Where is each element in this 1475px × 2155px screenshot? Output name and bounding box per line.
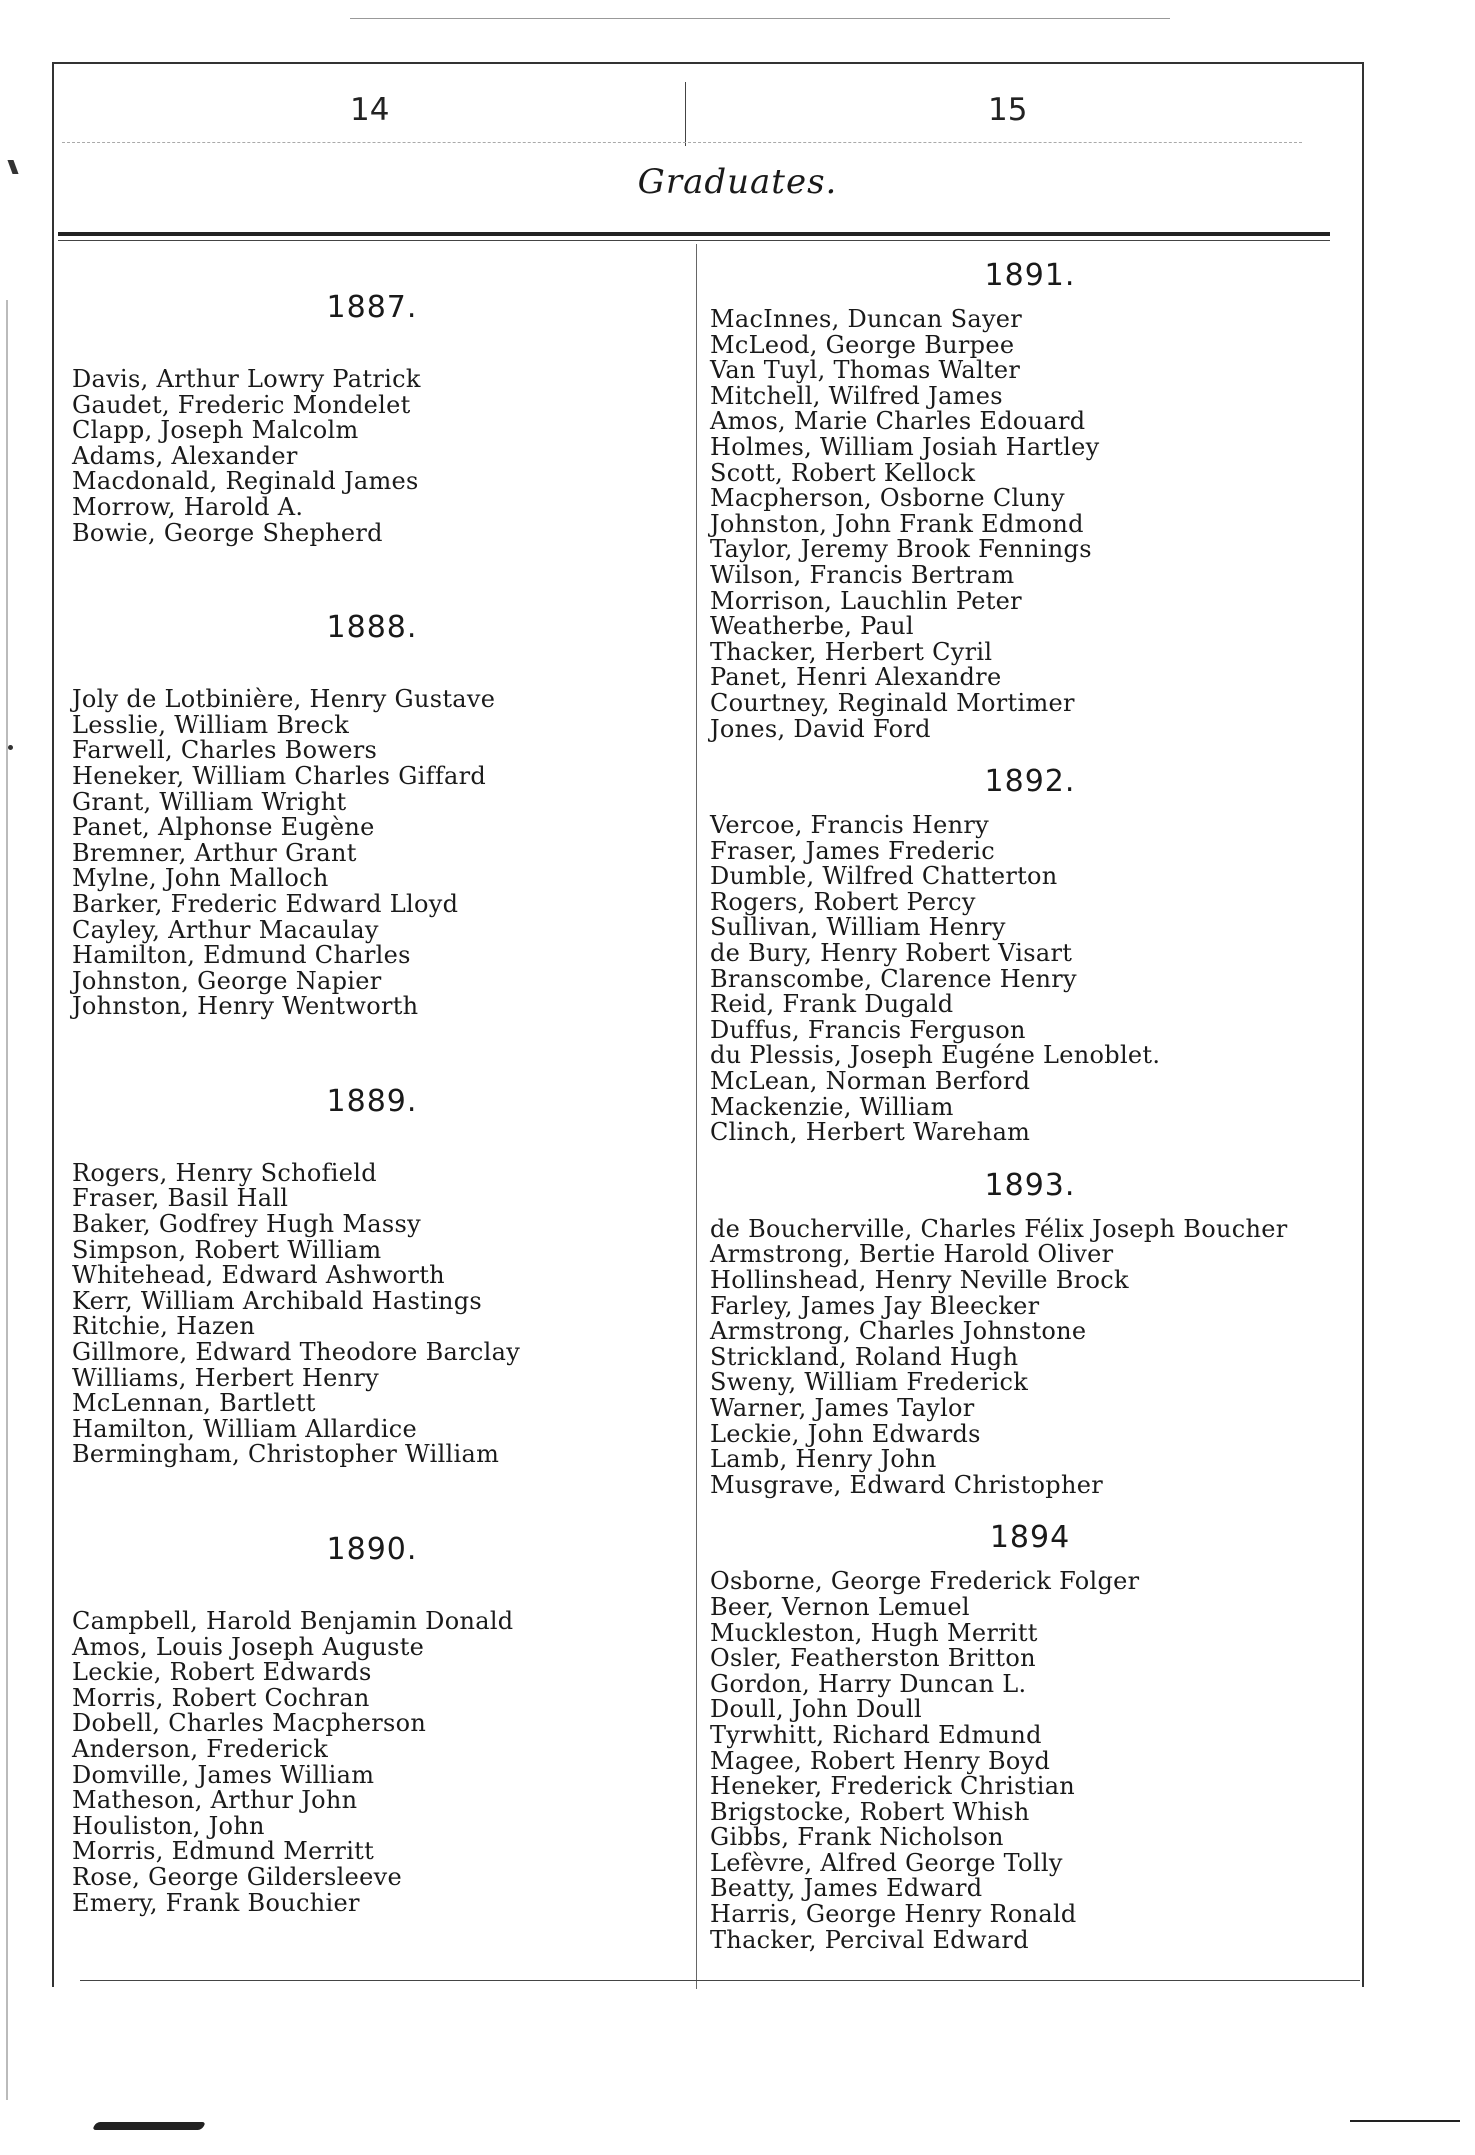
year-section: [710, 1520, 1350, 1953]
graduate-name: Strickland, Roland Hugh: [710, 1342, 1019, 1371]
year-heading: 1890.: [326, 1532, 418, 1567]
right-column: [710, 258, 1350, 1975]
graduate-name: Rogers, Robert Percy: [710, 887, 976, 916]
graduate-name: Wilson, Francis Bertram: [710, 560, 1015, 589]
graduate-name: Gibbs, Frank Nicholson: [710, 1823, 1004, 1852]
graduate-name: Bermingham, Christopher William: [72, 1440, 500, 1469]
graduate-name: Branscombe, Clarence Henry: [710, 964, 1077, 993]
graduate-name: Rogers, Henry Schofield: [72, 1158, 377, 1187]
graduate-name: Morris, Edmund Merritt: [72, 1837, 375, 1866]
graduate-name: Kerr, William Archibald Hastings: [72, 1286, 483, 1315]
margin-mark: [8, 745, 13, 750]
graduate-name: Houliston, John: [72, 1811, 265, 1840]
graduate-name: Panet, Alphonse Eugène: [72, 813, 375, 842]
graduate-name: Rose, George Gildersleeve: [72, 1862, 403, 1891]
year-section: [72, 1084, 672, 1468]
graduate-name: Morrow, Harold A.: [72, 492, 304, 521]
graduate-name: Cayley, Arthur Macaulay: [72, 915, 379, 944]
graduate-name: Joly de Lotbinière, Henry Gustave: [72, 685, 496, 714]
graduate-name: Thacker, Percival Edward: [710, 1925, 1029, 1954]
graduate-name: Whitehead, Edward Ashworth: [72, 1261, 445, 1290]
year-heading: 1887.: [326, 290, 418, 325]
graduate-list: [72, 687, 672, 1020]
graduate-name: Dobell, Charles Macpherson: [72, 1709, 427, 1738]
graduate-name: de Bury, Henry Robert Visart: [710, 939, 1073, 968]
year-section: [710, 764, 1350, 1146]
graduate-name: Campbell, Harold Benjamin Donald: [72, 1607, 514, 1635]
graduate-name: Magee, Robert Henry Boyd: [710, 1746, 1051, 1775]
graduate-name: Amos, Marie Charles Edouard: [710, 407, 1086, 436]
graduate-name: Johnston, John Frank Edmond: [710, 509, 1084, 538]
graduate-name: Simpson, Robert William: [72, 1235, 382, 1264]
graduate-name: Holmes, William Josiah Hartley: [710, 432, 1100, 461]
graduate-name: Weatherbe, Paul: [710, 612, 914, 641]
graduate-name: Emery, Frank Bouchier: [72, 1888, 360, 1917]
year-section: [72, 610, 672, 1020]
heading-thick-rule: [58, 232, 1330, 236]
graduate-name: Morrison, Lauchlin Peter: [710, 586, 1022, 615]
graduate-name: Amos, Louis Joseph Auguste: [72, 1632, 425, 1661]
graduate-name: Brigstocke, Robert Whish: [710, 1797, 1030, 1826]
graduate-name: Scott, Robert Kellock: [710, 458, 976, 487]
graduate-name: Grant, William Wright: [72, 787, 347, 816]
graduate-name: Courtney, Reginald Mortimer: [710, 688, 1075, 717]
graduate-name: Mylne, John Malloch: [72, 864, 329, 893]
graduate-name: Bowie, George Shepherd: [72, 518, 383, 547]
year-heading: 1888.: [326, 610, 418, 646]
graduate-name: Fraser, Basil Hall: [72, 1184, 289, 1213]
graduate-name: Macdonald, Reginald James: [72, 467, 419, 496]
graduate-name: Dumble, Wilfred Chatterton: [710, 862, 1058, 891]
graduate-name: Musgrave, Edward Christopher: [710, 1470, 1103, 1499]
graduate-name: Mitchell, Wilfred James: [710, 381, 1003, 410]
graduate-name: McLean, Norman Berford: [710, 1067, 1031, 1096]
graduate-name: Warner, James Taylor: [710, 1393, 975, 1422]
year-section: [710, 1168, 1350, 1499]
graduate-name: Vercoe, Francis Henry: [710, 811, 990, 840]
graduate-name: Farley, James Jay Bleecker: [710, 1291, 1040, 1320]
graduate-name: Hollinshead, Henry Neville Brock: [710, 1266, 1129, 1294]
graduate-name: de Boucherville, Charles Félix Joseph Boucher: [710, 1214, 1288, 1243]
graduate-name: Thacker, Herbert Cyril: [710, 637, 993, 666]
page-number-left: 14: [350, 92, 390, 128]
graduate-name: Leckie, John Edwards: [710, 1419, 981, 1448]
graduate-name: Osler, Featherston Britton: [710, 1644, 1036, 1673]
graduate-name: Adams, Alexander: [72, 441, 298, 470]
page-number-right: 15: [988, 92, 1028, 128]
graduate-name: Macpherson, Osborne Cluny: [710, 484, 1065, 513]
graduate-name: Panet, Henri Alexandre: [710, 663, 1002, 692]
graduate-name: du Plessis, Joseph Eugéne Lenoblet.: [710, 1041, 1161, 1070]
heading-thin-rule: [58, 240, 1330, 241]
graduate-name: Davis, Arthur Lowry Patrick: [72, 365, 421, 393]
graduate-name: Hamilton, William Allardice: [72, 1414, 418, 1443]
graduate-name: Leckie, Robert Edwards: [72, 1658, 372, 1687]
graduate-name: Gillmore, Edward Theodore Barclay: [72, 1338, 521, 1367]
graduate-name: Van Tuyl, Thomas Walter: [710, 356, 1021, 385]
graduate-name: Barker, Frederic Edward Lloyd: [72, 889, 459, 918]
graduate-name: Tyrwhitt, Richard Edmund: [710, 1720, 1042, 1749]
year-heading: 1894: [989, 1520, 1071, 1556]
graduate-name: Bremner, Arthur Grant: [72, 838, 357, 867]
bottom-rule: [80, 1980, 1360, 1981]
margin-mark: [6, 300, 8, 2100]
graduate-name: McLeod, George Burpee: [710, 330, 1015, 359]
graduate-name: Mackenzie, William: [710, 1092, 954, 1121]
graduate-name: Lefèvre, Alfred George Tolly: [710, 1848, 1063, 1877]
column-divider: [696, 244, 697, 1989]
graduate-name: Williams, Herbert Henry: [72, 1363, 380, 1392]
graduate-name: Reid, Frank Dugald: [710, 990, 954, 1019]
year-heading: 1892.: [984, 764, 1076, 800]
graduate-name: Harris, George Henry Ronald: [710, 1900, 1077, 1929]
graduate-list: [72, 1609, 672, 1916]
graduate-name: Domville, James William: [72, 1760, 375, 1789]
graduate-name: Baker, Godfrey Hugh Massy: [72, 1210, 421, 1239]
graduate-list: [710, 813, 1350, 1146]
graduate-name: Johnston, Henry Wentworth: [72, 992, 419, 1021]
year-heading: 1893.: [984, 1167, 1076, 1203]
graduate-name: Beer, Vernon Lemuel: [710, 1592, 970, 1621]
year-heading: 1889.: [326, 1083, 418, 1119]
graduate-list: [72, 1158, 672, 1469]
graduate-name: Lamb, Henry John: [710, 1445, 937, 1474]
graduate-name: Clinch, Herbert Wareham: [710, 1118, 1031, 1147]
graduate-name: Morris, Robert Cochran: [72, 1683, 370, 1712]
scan-mark: [1350, 2120, 1460, 2122]
graduate-name: Johnston, George Napier: [72, 966, 382, 995]
graduate-list: [72, 367, 672, 546]
graduate-name: Ritchie, Hazen: [72, 1312, 256, 1341]
graduate-name: Beatty, James Edward: [710, 1874, 983, 1903]
graduate-name: Taylor, Jeremy Brook Fennings: [710, 535, 1092, 564]
graduate-name: Armstrong, Bertie Harold Oliver: [710, 1240, 1114, 1269]
graduate-name: Doull, John Doull: [710, 1695, 922, 1724]
year-section: [710, 258, 1350, 742]
year-section: [72, 1532, 672, 1916]
dashed-rule: [62, 142, 1302, 143]
graduate-name: Muckleston, Hugh Merritt: [710, 1618, 1038, 1647]
left-column: [72, 290, 672, 1980]
year-heading: 1891.: [984, 258, 1076, 293]
graduate-list: [710, 1214, 1350, 1499]
graduate-name: Sullivan, William Henry: [710, 913, 1006, 942]
page-number-divider: [685, 82, 686, 146]
graduate-list: [710, 1569, 1350, 1953]
graduate-name: MacInnes, Duncan Sayer: [710, 305, 1023, 333]
graduate-name: Gaudet, Frederic Mondelet: [72, 390, 411, 419]
graduate-name: Jones, David Ford: [710, 714, 931, 743]
page-heading: Graduates.: [637, 162, 838, 202]
graduate-name: Duffus, Francis Ferguson: [710, 1015, 1026, 1044]
graduate-name: Heneker, William Charles Giffard: [72, 761, 487, 790]
graduate-name: Clapp, Joseph Malcolm: [72, 416, 359, 445]
graduate-name: Matheson, Arthur John: [72, 1786, 358, 1815]
graduate-name: Anderson, Frederick: [72, 1734, 329, 1763]
graduate-name: Armstrong, Charles Johnstone: [710, 1317, 1087, 1346]
graduate-list: [710, 307, 1350, 742]
graduate-name: Heneker, Frederick Christian: [710, 1772, 1076, 1801]
year-section: [72, 290, 672, 546]
graduate-name: Sweny, William Frederick: [710, 1368, 1029, 1397]
graduate-name: Farwell, Charles Bowers: [72, 736, 378, 765]
top-faint-rule: [350, 18, 1170, 19]
graduate-name: McLennan, Bartlett: [72, 1389, 316, 1418]
graduate-name: Lesslie, William Breck: [72, 710, 350, 739]
graduate-name: Osborne, George Frederick Folger: [710, 1567, 1140, 1596]
graduate-name: Fraser, James Frederic: [710, 836, 995, 865]
scan-mark: [92, 2122, 207, 2130]
graduate-name: Hamilton, Edmund Charles: [72, 941, 411, 970]
graduate-name: Gordon, Harry Duncan L.: [710, 1669, 1027, 1698]
